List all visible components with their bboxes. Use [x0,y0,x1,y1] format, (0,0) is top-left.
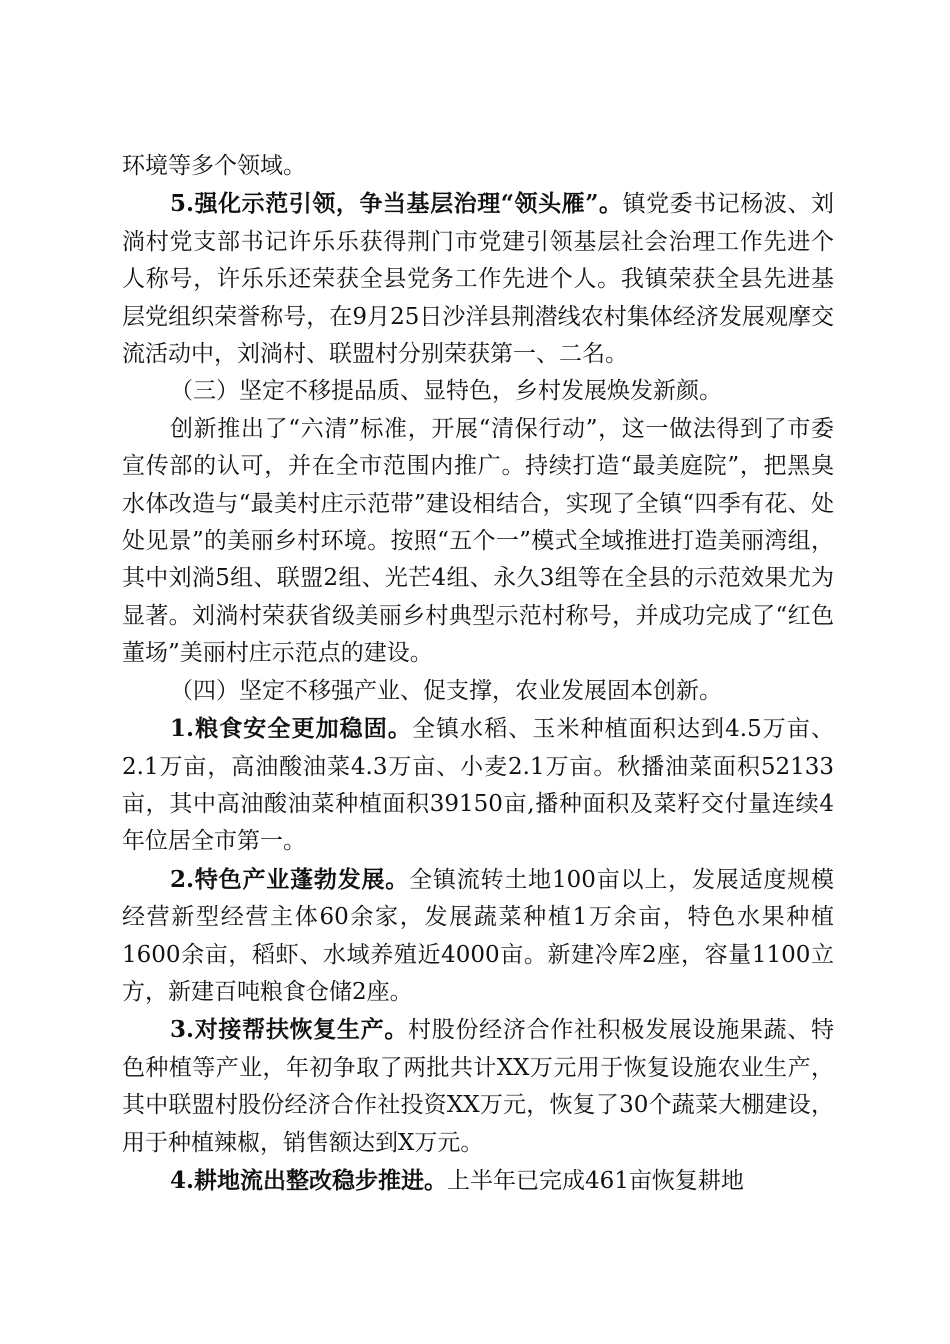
section-heading-3 [122,373,834,410]
paragraph-lead: 3.对接帮扶恢复生产。 [170,1016,409,1044]
paragraph-text: 全镇水稻、玉米种植面积达到4.5万亩、2.1万亩，高油酸油菜4.3万亩、小麦2.1万亩。秋播油菜面积52133亩，其中高油酸油菜种植面积39150亩,播种面积及菜籽交付量连续4年位居全市第一。 [122,716,834,855]
paragraph-text: 创新推出了“六清”标准，开展“清保行动”，这一做法得到了市委宣传部的认可，并在全市范围内推广。持续打造“最美庭院”，把黑臭水体改造与“最美村庄示范带”建设相结合，实现了全镇“四季有花、处处见景”的美丽乡村环境。按照“五个一”模式全域推进打造美丽湾组，其中刘淌5组、联盟2组、光芒4组、永久3组等在全县的示范效果尤为显著。刘淌村荣获省级美丽乡村典型示范村称号，并成功完成了“红色董场”美丽村庄示范点的建设。 [122,415,834,667]
section-heading-text: （四）坚定不移强产业、促支撑，农业发展固本创新。 [170,677,722,704]
paragraph-item-2 [122,861,834,1012]
paragraph-lead: 1.粮食安全更加稳固。 [170,715,412,743]
paragraph-lead: 4.耕地流出整改稳步推进。 [170,1166,448,1194]
paragraph-item-5 [122,185,834,373]
paragraph-item-1 [122,710,834,861]
paragraph-lead: 5.强化示范引领，争当基层治理“领头雁”。 [170,190,623,218]
paragraph-continuation [122,148,834,185]
section-heading-text: （三）坚定不移提品质、显特色，乡村发展焕发新颜。 [170,378,722,405]
paragraph-text: 环境等多个领域。 [122,153,306,179]
section-heading-4 [122,673,834,710]
document-body [122,148,834,1200]
paragraph-lead: 2.特色产业蓬勃发展。 [170,865,410,893]
paragraph-text: 上半年已完成461亩恢复耕地 [447,1167,744,1194]
paragraph-item-4 [122,1162,834,1200]
paragraph-body [122,411,834,673]
paragraph-item-3 [122,1011,834,1162]
paragraph-text: 村股份经济合作社积极发展设施果蔬、特色种植等产业，年初争取了两批共计XX万元用于恢复设施农业生产，其中联盟村股份经济合作社投资XX万元，恢复了30个蔬菜大棚建设，用于种植辣椒，销售额达到X万元。 [122,1017,834,1156]
paragraph-text: 镇党委书记杨波、刘淌村党支部书记许乐乐获得荆门市党建引领基层社会治理工作先进个人称号，许乐乐还荣获全县党务工作先进个人。我镇荣获全县先进基层党组织荣誉称号，在9月25日沙洋县荆潜线农村集体经济发展观摩交流活动中，刘淌村、联盟村分别荣获第一、二名。 [122,191,834,368]
paragraph-text: 全镇流转土地100亩以上，发展适度规模经营新型经营主体60余家，发展蔬菜种植1万余亩，特色水果种植1600余亩，稻虾、水域养殖近4000亩。新建冷库2座，容量1100立方，新建百吨粮食仓储2座。 [122,866,834,1005]
